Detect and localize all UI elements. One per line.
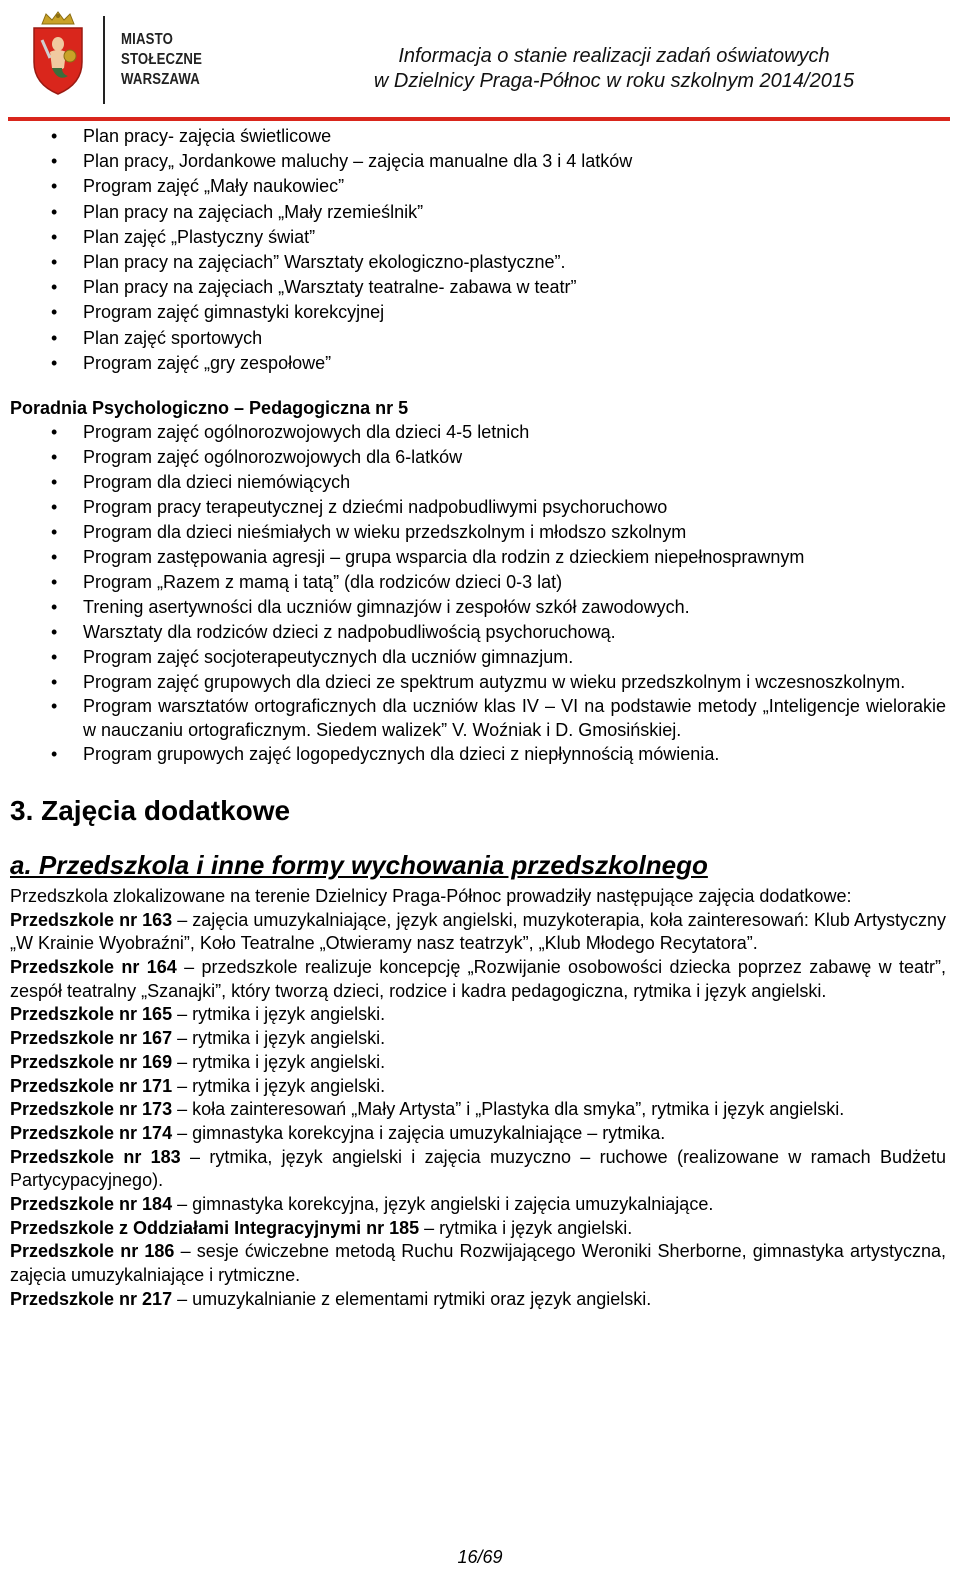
page-content	[10, 124, 946, 1312]
kindergarten-name: Przedszkole nr 167	[10, 1028, 173, 1049]
kindergarten-entry: Przedszkole nr 163 – zajęcia umuzykalniające, język angielski, muzykoterapia, koła zainteresowań: Klub Artystyczny „W Krainie Wyobraźni”, Koło Teatralne „Otwieramy nasz teatrzyk”, „Klub Młodego Recytatora”.	[10, 909, 946, 954]
kindergarten-entry: Przedszkole nr 173 – koła zainteresowań „Mały Artysta” i „Plastyka dla smyka”, rytmika i język angielski.	[10, 1099, 845, 1120]
warsaw-coat-of-arms-logo	[28, 10, 88, 96]
kindergarten-entry: Przedszkole nr 165 – rytmika i język angielski.	[10, 1004, 386, 1025]
kindergarten-name: Przedszkole nr 173	[10, 1099, 173, 1120]
kindergarten-name: Przedszkole nr 164	[10, 956, 177, 977]
intro-paragraph: Przedszkola zlokalizowane na terenie Dzielnicy Praga-Północ prowadziły następujące zajęcia dodatkowe:	[10, 885, 852, 906]
kindergarten-entry: Przedszkole z Oddziałami Integracyjnymi nr 185 – rytmika i język angielski.	[10, 1217, 633, 1238]
chapter-heading: 3. Zajęcia dodatkowe	[10, 794, 291, 826]
list-item: • Program zajęć ogólnorozwojowych dla dzieci 4-5 letnich	[51, 421, 530, 442]
list-item: • Plan pracy- zajęcia świetlicowe	[51, 126, 332, 146]
kindergarten-name: Przedszkole nr 184	[10, 1194, 173, 1215]
counseling-program-list	[10, 420, 946, 767]
list-item: • Program zastępowania agresji – grupa wsparcia dla rodzin z dzieckiem niepełnosprawnym	[51, 546, 805, 567]
kindergarten-name: Przedszkole nr 217	[10, 1288, 173, 1309]
list-item: • Program zajęć „gry zespołowe”	[51, 352, 332, 373]
list-item: • Plan pracy„ Jordankowe maluchy – zajęcia manualne dla 3 i 4 latków	[51, 151, 633, 172]
kindergarten-name: Przedszkole nr 171	[10, 1075, 173, 1096]
kindergarten-name: Przedszkole nr 165	[10, 1004, 173, 1025]
kindergarten-list	[10, 909, 946, 1312]
list-item: • Program pracy terapeutycznej z dziećmi nadpobudliwymi psychoruchowo	[51, 496, 668, 517]
kindergarten-entry: Przedszkole nr 167 – rytmika i język angielski.	[10, 1028, 386, 1049]
kindergarten-entry: Przedszkole nr 184 – gimnastyka korekcyjna, język angielski i zajęcia umuzykalniające.	[10, 1194, 714, 1215]
kindergarten-entry: Przedszkole nr 174 – gimnastyka korekcyjna i zajęcia umuzykalniające – rytmika.	[10, 1122, 666, 1143]
list-item: • Plan zajęć „Plastyczny świat”	[51, 226, 316, 247]
kindergarten-entry: Przedszkole nr 186 – sesje ćwiczebne metodą Ruchu Rozwijającego Weroniki Sherborne, gimnastyka artystyczna, zajęcia umuzykalniające i rytmiczne.	[10, 1241, 946, 1286]
document-title: Informacja o stanie realizacji zadań oświatowych w Dzielnicy Praga-Północ w roku szkolnym 2014/2015	[373, 45, 855, 92]
kindergarten-entry: Przedszkole nr 169 – rytmika i język angielski.	[10, 1051, 386, 1072]
list-item: • Program warsztatów ortograficznych dla uczniów klas IV – VI na podstawie metody „Inteligencje wielorakie w nauczaniu ortograficznym. Siedem walizek” V. Woźniak i D. Gmosińskiej.	[51, 695, 946, 740]
kindergarten-name: Przedszkole nr 174	[10, 1122, 173, 1143]
kindergarten-name: Przedszkole nr 183	[10, 1146, 181, 1167]
kindergarten-name: Przedszkole nr 186	[10, 1241, 175, 1262]
list-item: • Program zajęć ogólnorozwojowych dla 6-latków	[51, 446, 463, 467]
list-item: • Plan pracy na zajęciach „Warsztaty teatralne- zabawa w teatr”	[51, 277, 577, 298]
section-heading: Poradnia Psychologiczno – Pedagogiczna nr 5	[10, 397, 409, 418]
list-item: • Program dla dzieci nieśmiałych w wieku przedszkolnym i młodszo szkolnym	[51, 521, 687, 542]
kindergarten-entry: Przedszkole nr 217 – umuzykalnianie z elementami rytmiki oraz język angielski.	[10, 1288, 652, 1309]
kindergarten-entry: Przedszkole nr 164 – przedszkole realizuje koncepcję „Rozwijanie osobowości dziecka poprzez zabawę w teatr”, zespół teatralny „Szanajki”, który tworzą dzieci, rodzice i kadra pedagogiczna, rytmika i język angielski.	[10, 956, 946, 1001]
list-item: • Program zajęć gimnastyki korekcyjnej	[51, 302, 385, 323]
header-rule	[8, 117, 950, 121]
program-list	[10, 124, 946, 376]
list-item: • Program dla dzieci niemówiących	[51, 471, 351, 492]
logo-divider	[103, 16, 105, 104]
list-item: • Plan pracy na zajęciach „Mały rzemieślnik”	[51, 201, 424, 222]
page-header	[0, 0, 960, 124]
list-item: • Program zajęć „Mały naukowiec”	[51, 176, 345, 197]
list-item: • Program zajęć grupowych dla dzieci ze spektrum autyzmu w wieku przedszkolnym i wczesnoszkolnym.	[51, 671, 906, 692]
kindergarten-entry: Przedszkole nr 183 – rytmika, język angielski i zajęcia muzyczno – ruchowe (realizowane w ramach Budżetu Partycypacyjnego).	[10, 1146, 946, 1191]
list-item: • Program „Razem z mamą i tatą” (dla rodziców dzieci 0-3 lat)	[51, 571, 563, 592]
kindergarten-name: Przedszkole nr 169	[10, 1051, 173, 1072]
page-number: 16/69	[457, 1547, 503, 1567]
list-item: • Plan pracy na zajęciach” Warsztaty ekologiczno-plastyczne”.	[51, 251, 566, 272]
list-item: • Warsztaty dla rodziców dzieci z nadpobudliwością psychoruchową.	[51, 621, 616, 642]
subchapter-heading: a. Przedszkola i inne formy wychowania przedszkolnego	[10, 849, 708, 880]
kindergarten-name: Przedszkole nr 163	[10, 909, 173, 930]
list-item: • Plan zajęć sportowych	[51, 327, 263, 348]
list-item: • Program zajęć socjoterapeutycznych dla uczniów gimnazjum.	[51, 646, 574, 667]
list-item: • Program grupowych zajęć logopedycznych dla dzieci z niepłynnością mówienia.	[51, 743, 720, 764]
list-item: • Trening asertywności dla uczniów gimnazjów i zespołów szkół zawodowych.	[51, 596, 690, 617]
logo-wordmark: MIASTO STOŁECZNE WARSZAWA	[121, 31, 203, 88]
kindergarten-name: Przedszkole z Oddziałami Integracyjnymi nr 185	[10, 1217, 420, 1238]
kindergarten-entry: Przedszkole nr 171 – rytmika i język angielski.	[10, 1075, 386, 1096]
